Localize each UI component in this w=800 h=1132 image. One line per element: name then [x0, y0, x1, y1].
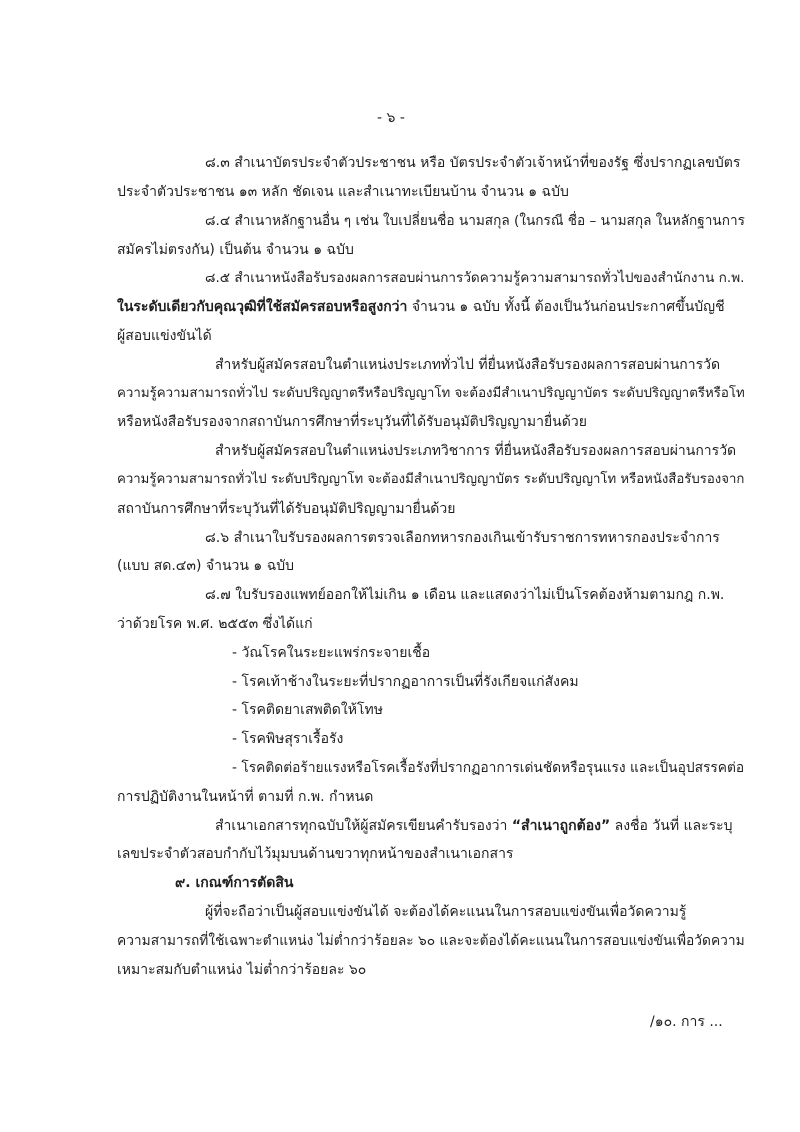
- section-9-line-1: ผู้ที่จะถือว่าเป็นผู้สอบแข่งขันได้ จะต้องได้คะแนนในการสอบแข่งขันเพื่อวัดความรู้: [205, 904, 687, 920]
- item-8-3-line-2: ประจำตัวประชาชน ๑๓ หลัก ชัดเจน และสำเนาทะเบียนบ้าน จำนวน ๑ ฉบับ: [117, 184, 569, 200]
- section-9-line-3: เหมาะสมกับตำแหน่ง ไม่ต่ำกว่าร้อยละ ๖๐: [117, 962, 367, 978]
- item-8-6-line-2: (แบบ สด.๔๓) จำนวน ๑ ฉบับ: [117, 558, 295, 574]
- disease-item-2: - โรคเท้าช้างในระยะที่ปรากฏอาการเป็นที่รังเกียจแก่สังคม: [232, 674, 579, 690]
- item-8-5-line-1: ๘.๕ สำเนาหนังสือรับรองผลการสอบผ่านการวัดความรู้ความสามารถทั่วไปของสำนักงาน ก.พ.: [205, 270, 745, 286]
- section-9-line-2: ความสามารถที่ใช้เฉพาะตำแหน่ง ไม่ต่ำกว่าร้อยละ ๖๐ และจะต้องได้คะแนนในการสอบแข่งขันเพื่อวัดความ: [117, 933, 745, 949]
- item-8-5-bold-phrase: ในระดับเดียวกับคุณวุฒิที่ใช้สมัครสอบหรือสูงกว่า: [117, 299, 408, 315]
- item-8-5-line-3: ผู้สอบแข่งขันได้: [117, 328, 212, 344]
- disease-item-3: - โรคติดยาเสพติดให้โทษ: [232, 702, 383, 718]
- academic-note-line-2: ความรู้ความสามารถทั่วไป ระดับปริญญาโท จะต้องมีสำเนาปริญญาบัตร ระดับปริญญาโท หรือหนังสือรับรองจาก: [117, 472, 745, 487]
- academic-note-line-3: สถาบันการศึกษาที่ระบุวันที่ได้รับอนุมัติปริญญามายื่นด้วย: [117, 501, 456, 517]
- item-8-6-line-1: ๘.๖ สำเนาใบรับรองผลการตรวจเลือกทหารกองเกินเข้ารับราชการทหารกองประจำการ: [205, 530, 720, 546]
- disease-item-5-line-2: การปฏิบัติงานในหน้าที่ ตามที่ ก.พ. กำหนด: [117, 789, 374, 805]
- certified-copy-phrase: “สำเนาถูกต้อง”: [511, 818, 611, 834]
- item-8-7-line-2: ว่าด้วยโรค พ.ศ. ๒๕๕๓ ซึ่งได้แก่: [117, 616, 313, 632]
- item-8-5-line-2: [117, 297, 725, 317]
- certify-note-rest: ลงชื่อ วันที่ และระบุ: [610, 818, 733, 834]
- item-8-7-line-1: ๘.๗ ใบรับรองแพทย์ออกให้ไม่เกิน ๑ เดือน และแสดงว่าไม่เป็นโรคต้องห้ามตามกฎ ก.พ.: [205, 587, 725, 603]
- general-note-line-1: สำหรับผู้สมัครสอบในตำแหน่งประเภททั่วไป ที่ยื่นหนังสือรับรองผลการสอบผ่านการวัด: [215, 357, 721, 373]
- general-note-line-2: ความรู้ความสามารถทั่วไป ระดับปริญญาตรีหรือปริญญาโท จะต้องมีสำเนาปริญญาบัตร ระดับปริญญาตรีหรือโท: [117, 386, 745, 401]
- item-8-5-line-2-rest: จำนวน ๑ ฉบับ ทั้งนี้ ต้องเป็นวันก่อนประกาศขึ้นบัญชี: [407, 299, 725, 315]
- disease-item-4: - โรคพิษสุราเรื้อรัง: [232, 731, 344, 747]
- next-page-marker: /๑๐. การ ...: [650, 1014, 723, 1030]
- certify-note-text: สำเนาเอกสารทุกฉบับให้ผู้สมัครเขียนคำรับรองว่า: [215, 818, 512, 834]
- certify-note-line-2: เลขประจำตัวสอบกำกับไว้มุมบนด้านขวาทุกหน้าของสำเนาเอกสาร: [117, 846, 514, 862]
- disease-item-5-line-1: - โรคติดต่อร้ายแรงหรือโรคเรื้อรังที่ปรากฏอาการเด่นชัดหรือรุนแรง และเป็นอุปสรรคต่อ: [232, 760, 745, 776]
- certify-note-line-1: [215, 816, 733, 836]
- section-9-heading: ๙. เกณฑ์การตัดสิน: [175, 875, 294, 891]
- page-number: - ๖ -: [377, 110, 405, 126]
- item-8-3-line-1: ๘.๓ สำเนาบัตรประจำตัวประชาชน หรือ บัตรประจำตัวเจ้าหน้าที่ของรัฐ ซึ่งปรากฏเลขบัตร: [205, 155, 741, 171]
- academic-note-line-1: สำหรับผู้สมัครสอบในตำแหน่งประเภทวิชาการ ที่ยื่นหนังสือรับรองผลการสอบผ่านการวัด: [215, 443, 737, 459]
- item-8-4-line-1: ๘.๔ สำเนาหลักฐานอื่น ๆ เช่น ใบเปลี่ยนชื่อ นามสกุล (ในกรณี ชื่อ – นามสกุล ในหลักฐานการ: [205, 213, 745, 229]
- item-8-4-line-2: สมัครไม่ตรงกัน) เป็นต้น จำนวน ๑ ฉบับ: [117, 242, 354, 258]
- disease-item-1: - วัณโรคในระยะแพร่กระจายเชื้อ: [232, 645, 431, 661]
- general-note-line-3: หรือหนังสือรับรองจากสถาบันการศึกษาที่ระบุวันที่ได้รับอนุมัติปริญญามายื่นด้วย: [117, 414, 587, 430]
